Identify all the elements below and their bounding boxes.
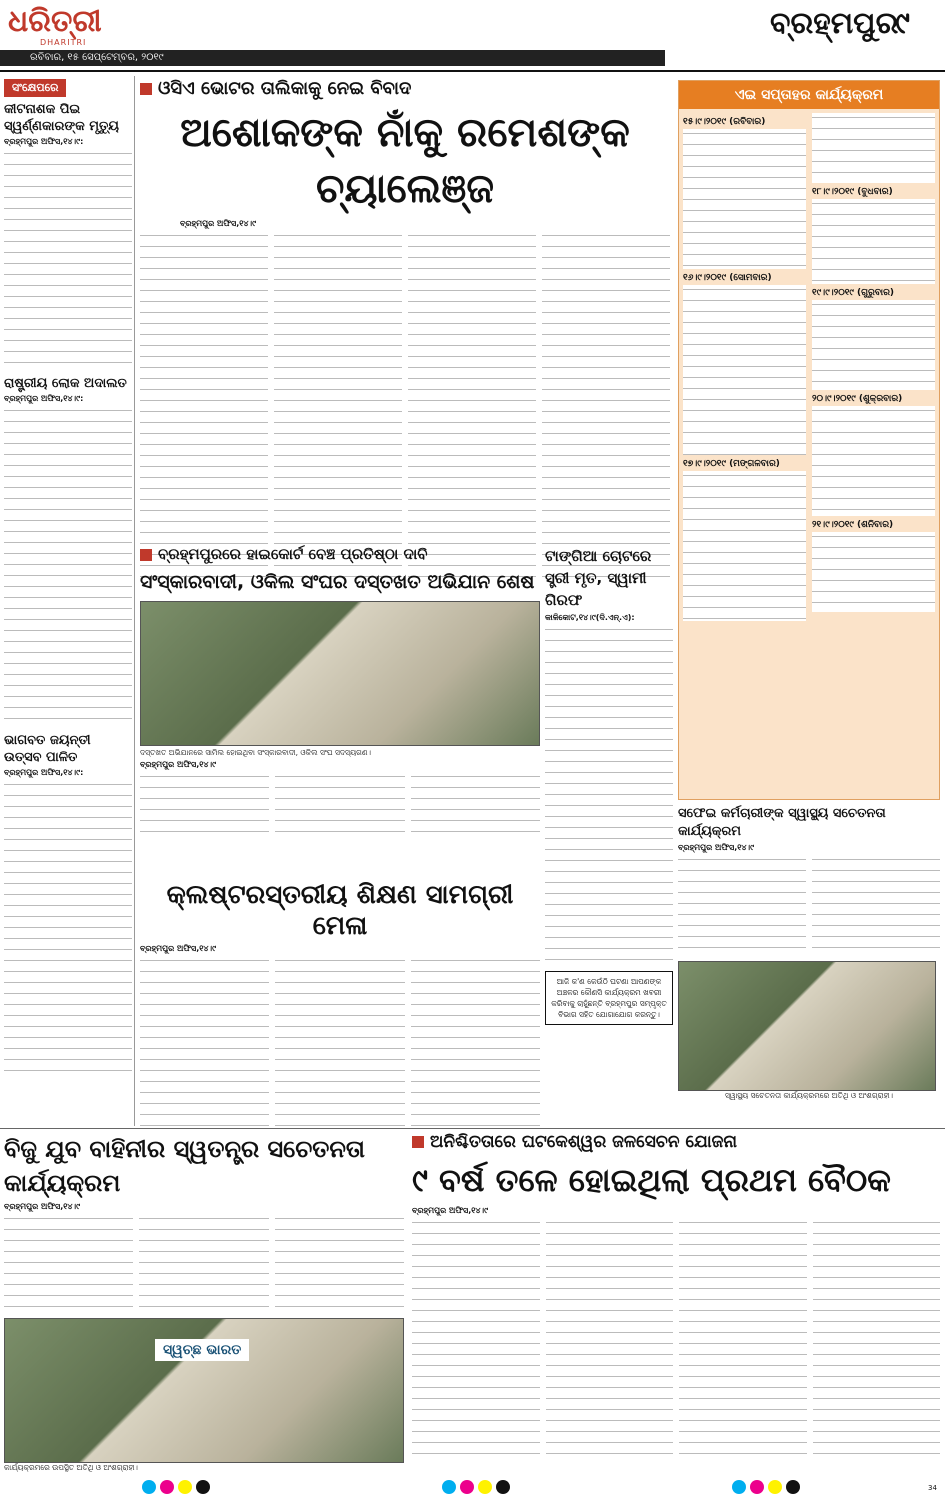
story6-body [4, 1214, 404, 1314]
brief-body-3 [4, 780, 132, 1080]
story-highcourt [140, 545, 540, 845]
magenta-dot-icon [460, 1480, 474, 1494]
story-murder [545, 545, 673, 1105]
story4-headline: ସଫେଇ କର୍ମଚାରୀଙ୍କ ସ୍ୱାସ୍ଥ୍ୟ ସଚେତନତା କାର୍ଯ୍ୟକ୍ରମ [678, 806, 886, 839]
page-code: 34 [928, 1484, 937, 1492]
dateline: ରବିବାର, ୧୫ ସେପ୍ଟେମ୍ବର, ୨୦୧୯ [0, 50, 665, 66]
story6-banner: ସ୍ୱଚ୍ଛ ଭାରତ [155, 1339, 249, 1361]
cyan-dot-icon [442, 1480, 456, 1494]
events-day-2-list [683, 285, 806, 455]
story2-col-2 [275, 772, 404, 832]
black-dot-icon [196, 1480, 210, 1494]
events-day-1-cont [812, 113, 935, 183]
bullet-icon [412, 1136, 424, 1148]
page-number: ୯ [895, 6, 910, 41]
events-box [678, 80, 940, 800]
events-col-1 [683, 113, 806, 621]
events-day-2: ୧୬।୯।୨୦୧୯ (ସୋମବାର) [683, 273, 772, 283]
masthead-divider [0, 70, 945, 72]
story2-caption: ଦସ୍ତଖତ ଅଭିଯାନରେ ସାମିଲ ହୋଇଥିବା ସଂସ୍କାରବାଦୀ, ଓକିଲ ସଂଘ ସଦସ୍ୟଗଣ। [140, 748, 371, 757]
story-cluster-fair [140, 880, 540, 1120]
events-title: ଏଇ ସପ୍ତାହର କାର୍ଯ୍ୟକ୍ରମ [679, 81, 939, 109]
story4-byline: ବ୍ରହ୍ମପୁର ଅଫିସ,୧୪।୯ [678, 843, 755, 852]
lead-col-2 [274, 231, 402, 581]
story2-kicker-text: ବ୍ରହ୍ମପୁରରେ ହାଇକୋର୍ଟ ବେଞ୍ଚ ପ୍ରତିଷ୍ଠା ଦାବି [158, 545, 428, 563]
events-body [679, 109, 939, 625]
section-divider [0, 1128, 945, 1129]
story7-headline: ୯ ବର୍ଷ ତଳେ ହୋଇଥିଲା ପ୍ରଥମ ବୈଠକ [412, 1161, 891, 1199]
print-registration-marks-3 [730, 1480, 802, 1494]
story7-col-1 [412, 1218, 540, 1458]
story3-byline: କାଳିକୋଟ,୧୪।୯(ଦି.ଏନ୍‌.ଏ): [545, 613, 635, 622]
story3-body [545, 625, 673, 965]
story2-headline: ସଂସ୍କାରବାଦୀ, ଓକିଲ ସଂଘର ଦସ୍ତଖତ ଅଭିଯାନ ଶେଷ [140, 571, 535, 593]
story6-photo [4, 1318, 404, 1463]
events-day-1: ୧୫।୯।୨୦୧୯ (ରବିବାର) [683, 117, 766, 127]
story4-caption: ସ୍ୱାସ୍ଥ୍ୟ ସଚେତନତା କାର୍ଯ୍ୟକ୍ରମରେ ଅତିଥି ଓ ଅଂଶଗ୍ରାହୀ। [725, 1091, 893, 1100]
story2-photo [140, 601, 540, 746]
story5-headline: କ୍ଲଷ୍ଟରସ୍ତରୀୟ ଶିକ୍ଷଣ ସାମଗ୍ରୀ ମେଳା [166, 880, 514, 941]
events-day-4: ୧୮।୯।୨୦୧୯ (ବୁଧବାର) [812, 187, 893, 197]
story5-col-3 [411, 956, 540, 1136]
story2-kicker [140, 545, 540, 563]
brief-title-2: ରାଷ୍ଟ୍ରୀୟ ଲୋକ ଅଦାଲତ [4, 376, 127, 391]
story2-byline: ବ୍ରହ୍ମପୁର ଅଫିସ,୧୪।୯ [140, 760, 217, 769]
magenta-dot-icon [160, 1480, 174, 1494]
lead-byline: ବ୍ରହ୍ମପୁର ଅଫିସ,୧୪।୯ [180, 219, 257, 228]
newspaper-logo-sub: DHARITRI [40, 38, 87, 47]
bullet-icon [140, 549, 152, 561]
brief-title-1: କୀଟନାଶକ ପିଇ ସ୍ୱର୍ଣ୍ଣକାରଙ୍କ ମୃତ୍ୟୁ [4, 102, 119, 134]
cyan-dot-icon [732, 1480, 746, 1494]
lead-story [140, 78, 670, 538]
column-rule [134, 76, 135, 1126]
story2-body [140, 772, 540, 832]
brief-byline-1: ବ୍ରହ୍ମପୁର ଅଫିସ,୧୪।୯: [4, 137, 84, 146]
story3-note: ଆଜି କ'ଣ କେଉଁଠି ଘଟଣା ଆପଣଙ୍କ ଅଞ୍ଚଳର କୌଣସି କାର୍ଯ୍ୟକ୍ରମ ଖବରୀ କରିବାକୁ ଚାହୁଁଛନ୍ତି ବ୍ରହ୍ମପୁର ସମ୍ପୃକ୍ତ ବିଭାଗ ସହିତ ଯୋଗାଯୋଗ କରନ୍ତୁ। [545, 971, 673, 1025]
yellow-dot-icon [768, 1480, 782, 1494]
story5-col-1 [140, 956, 269, 1136]
story7-kicker-text: ଅନିଶ୍ଚିତତାରେ ଘଟକେଶ୍ୱର ଜଳସେଚନ ଯୋଜନା [430, 1132, 738, 1152]
black-dot-icon [786, 1480, 800, 1494]
story6-col-1 [4, 1214, 133, 1314]
story6-headline: ବିଜୁ ଯୁବ ବାହିନୀର ସ୍ୱତନ୍ତ୍ର ସଚେତନତା କାର୍ଯ୍ୟକ୍ରମ [4, 1135, 365, 1197]
lead-kicker-text: ଓସିଏ ଭୋଟର ତାଲିକାକୁ ନେଇ ବିବାଦ [158, 78, 412, 99]
events-day-1-list [683, 129, 806, 269]
story4-col-2 [812, 855, 940, 955]
story7-kicker [412, 1132, 940, 1152]
story6-byline: ବ୍ରହ୍ମପୁର ଅଫିସ,୧୪।୯ [4, 1202, 81, 1211]
page-name: ବ୍ରହ୍ମପୁର [770, 6, 899, 41]
brief-tag: ସଂକ୍ଷେପରେ [4, 79, 66, 97]
events-day-3: ୧୭।୯।୨୦୧୯ (ମଙ୍ଗଳବାର) [683, 459, 780, 469]
lead-body [140, 231, 670, 581]
story4-photo [678, 961, 936, 1091]
events-day-6-list [812, 406, 935, 516]
lead-headline: ଅଶୋକଙ୍କ ନାଁକୁ ରମେଶଙ୍କ ଚ୍ୟାଲେଞ୍ଜ [180, 110, 630, 212]
story6-col-3 [275, 1214, 404, 1314]
story4-body [678, 855, 940, 955]
story3-headline: ଟାଙ୍ଗିଆ ଚୋଟରେ ସ୍ତ୍ରୀ ମୃତ, ସ୍ୱାମୀ ଗିରଫ [545, 547, 652, 609]
brief-body-2 [4, 406, 132, 726]
print-registration-marks [140, 1480, 212, 1494]
story7-byline: ବ୍ରହ୍ମପୁର ଅଫିସ,୧୪।୯ [412, 1206, 489, 1215]
story2-col-3 [411, 772, 540, 832]
events-day-4-list [812, 199, 935, 284]
events-col-2 [812, 113, 935, 621]
cyan-dot-icon [142, 1480, 156, 1494]
brief-byline-2: ବ୍ରହ୍ମପୁର ଅଫିସ,୧୪।୯: [4, 394, 84, 403]
events-day-5: ୧୯।୯।୨୦୧୯ (ଗୁରୁବାର) [812, 288, 895, 298]
events-day-5-list [812, 300, 935, 390]
black-dot-icon [496, 1480, 510, 1494]
events-day-6: ୨୦।୯।୨୦୧୯ (ଶୁକ୍ରବାର) [812, 394, 903, 404]
lead-kicker [140, 78, 670, 99]
magenta-dot-icon [750, 1480, 764, 1494]
events-day-7-list [812, 532, 935, 612]
print-registration-marks-2 [440, 1480, 512, 1494]
story5-col-2 [275, 956, 404, 1136]
story7-body [412, 1218, 940, 1458]
masthead [0, 0, 945, 70]
story6-caption: କାର୍ଯ୍ୟକ୍ରମରେ ଉପସ୍ଥିତ ଅତିଥି ଓ ଅଂଶଗ୍ରାହୀ। [4, 1463, 138, 1472]
events-day-3-list [683, 471, 806, 621]
story6-col-2 [139, 1214, 268, 1314]
brief-body-1 [4, 149, 132, 369]
story7-col-3 [679, 1218, 807, 1458]
story7-col-4 [813, 1218, 941, 1458]
lead-col-1 [140, 231, 268, 581]
brief-column [4, 76, 132, 1126]
lead-col-4 [542, 231, 670, 581]
story4-col-1 [678, 855, 806, 955]
story5-byline: ବ୍ରହ୍ମପୁର ଅଫିସ,୧୪।୯ [140, 944, 217, 953]
story-irrigation [412, 1132, 940, 1472]
story-sanitation [678, 805, 940, 1125]
events-day-7: ୨୧।୯।୨୦୧୯ (ଶନିବାର) [812, 520, 894, 530]
story2-col-1 [140, 772, 269, 832]
story5-body [140, 956, 540, 1136]
newspaper-logo: ଧରିତ୍ରୀ [8, 4, 102, 39]
yellow-dot-icon [178, 1480, 192, 1494]
brief-byline-3: ବ୍ରହ୍ମପୁର ଅଫିସ,୧୪।୯: [4, 768, 84, 777]
yellow-dot-icon [478, 1480, 492, 1494]
lead-col-3 [408, 231, 536, 581]
brief-title-3: ଭାଗବତ ଜୟନ୍ତୀ ଉତ୍ସବ ପାଳିତ [4, 733, 91, 765]
story-youth-wing [4, 1132, 404, 1472]
bullet-icon [140, 83, 152, 95]
story7-col-2 [546, 1218, 674, 1458]
